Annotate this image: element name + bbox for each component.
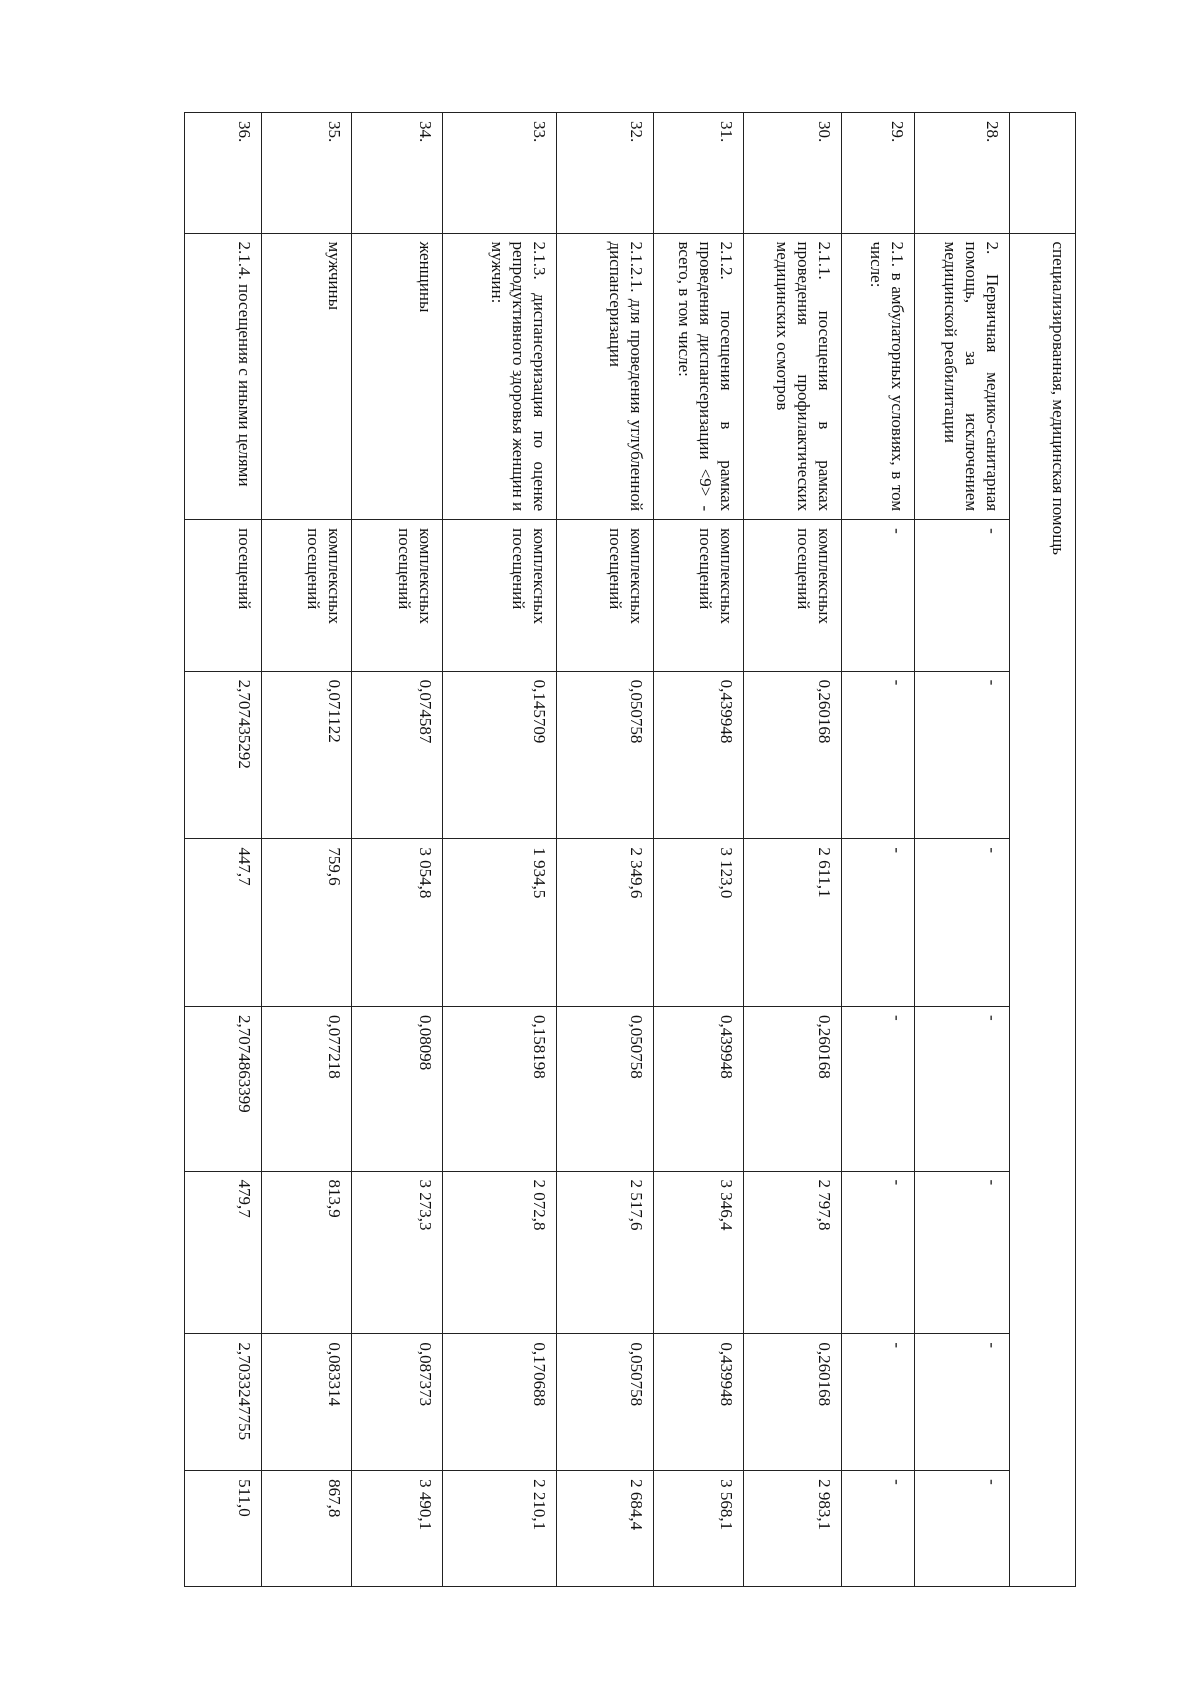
volume-year2-text: - <box>982 1015 1002 1021</box>
cost-year2-cell <box>743 1171 842 1334</box>
table-row <box>185 113 262 1587</box>
row-name-cell <box>743 233 842 520</box>
cost-year2-cell <box>842 1171 915 1334</box>
row-number-text: 30. <box>815 121 835 143</box>
cost-year3-text: 2 210,1 <box>530 1479 550 1531</box>
volume-year2-cell <box>915 1007 1009 1171</box>
unit-text: комплексных посещений <box>509 528 550 624</box>
volume-year3-cell <box>352 1334 443 1471</box>
volume-year3-text: - <box>888 1342 908 1349</box>
cost-year1-text: 1 934,5 <box>530 847 550 899</box>
volume-year2-cell <box>842 1007 915 1171</box>
volume-year2-text: 0,439948 <box>716 1015 736 1079</box>
row-number-cell <box>842 113 915 234</box>
volume-year3-text: 0,087373 <box>416 1342 436 1407</box>
volume-year2-cell <box>653 1007 743 1171</box>
row-number-text: 31. <box>716 121 736 143</box>
table-row-header <box>1009 113 1075 1587</box>
volume-year1-cell <box>842 671 915 839</box>
unit-cell <box>743 520 842 671</box>
table-row <box>262 113 352 1587</box>
cell-empty <box>1009 113 1075 234</box>
row-number-text: 35. <box>325 121 345 143</box>
cost-year2-text: - <box>982 1179 1002 1186</box>
volume-year3-cell <box>443 1334 557 1471</box>
cost-year2-cell <box>653 1171 743 1334</box>
cost-year1-cell <box>915 839 1009 1007</box>
row-name-cell <box>915 233 1009 520</box>
row-name-cell <box>262 233 352 520</box>
cost-year2-text: - <box>888 1179 908 1186</box>
cost-year3-cell <box>915 1471 1009 1587</box>
table-row <box>352 113 443 1587</box>
volume-year2-text: 0,158198 <box>530 1015 550 1079</box>
unit-cell <box>915 520 1009 671</box>
table-row <box>557 113 653 1587</box>
volume-year1-cell <box>557 671 653 839</box>
cost-year3-cell <box>743 1471 842 1587</box>
row-name-cell <box>352 233 443 520</box>
unit-text: посещений <box>235 528 255 610</box>
cost-year1-cell <box>557 839 653 1007</box>
cost-year3-cell <box>443 1471 557 1587</box>
volume-year3-text: 0,050758 <box>626 1342 646 1407</box>
row-number-text: 36. <box>235 121 255 143</box>
volume-year3-cell <box>185 1334 262 1471</box>
section-heading: специализированная, медицинская помощь <box>1049 241 1068 556</box>
row-number-cell <box>185 113 262 234</box>
unit-text: комплексных посещений <box>794 528 835 624</box>
cost-year2-text: 3 346,4 <box>716 1179 736 1231</box>
row-number-text: 34. <box>416 121 436 143</box>
table-row <box>443 113 557 1587</box>
cost-year2-cell <box>915 1171 1009 1334</box>
section-heading-cell <box>1009 233 1075 1587</box>
volume-year2-cell <box>185 1007 262 1171</box>
cost-year1-text: 447,7 <box>235 847 255 886</box>
cost-year1-cell <box>262 839 352 1007</box>
row-number-cell <box>653 113 743 234</box>
volume-year1-text: 0,071122 <box>325 679 345 743</box>
volume-year1-text: 0,439948 <box>716 679 736 744</box>
cost-year1-text: 2 611,1 <box>815 847 835 898</box>
cost-year1-text: - <box>982 847 1002 853</box>
medical-care-standards-table <box>184 112 1076 1587</box>
cost-year1-cell <box>653 839 743 1007</box>
volume-year1-cell <box>743 671 842 839</box>
volume-year2-cell <box>743 1007 842 1171</box>
row-number-text: 28. <box>982 121 1002 143</box>
table-row <box>653 113 743 1587</box>
volume-year3-cell <box>653 1334 743 1471</box>
volume-year1-cell <box>185 671 262 839</box>
volume-year2-cell <box>443 1007 557 1171</box>
volume-year2-cell <box>557 1007 653 1171</box>
table-row <box>915 113 1009 1587</box>
cost-year2-cell <box>185 1171 262 1334</box>
volume-year1-text: 0,260168 <box>815 679 835 744</box>
row-number-text: 32. <box>626 121 646 143</box>
row-number-cell <box>743 113 842 234</box>
volume-year1-text: 0,050758 <box>626 679 646 744</box>
row-number-cell <box>262 113 352 234</box>
cost-year2-text: 2 517,6 <box>626 1179 646 1231</box>
volume-year1-text: 2,707435292 <box>235 679 255 769</box>
row-name-text: 2.1.1. посещения в рамках проведения профилактических медицинских осмотров <box>773 241 835 512</box>
volume-year2-cell <box>262 1007 352 1171</box>
unit-cell <box>185 520 262 671</box>
cost-year2-text: 2 797,8 <box>815 1179 835 1231</box>
cost-year3-cell <box>185 1471 262 1587</box>
row-name-text: 2.1.3. диспансеризация по оценке репродуктивного здоровья женщин и мужчин: <box>488 241 550 512</box>
row-name-text: 2.1.4. посещения с иными целями <box>235 241 255 487</box>
row-number-text: 33. <box>530 121 550 143</box>
row-name-text: женщины <box>416 241 436 313</box>
unit-cell <box>352 520 443 671</box>
unit-cell <box>443 520 557 671</box>
cost-year3-text: 2 684,4 <box>626 1479 646 1531</box>
volume-year2-text: 0,050758 <box>626 1015 646 1079</box>
volume-year1-text: 0,145709 <box>530 679 550 744</box>
volume-year1-text: - <box>888 679 908 686</box>
row-name-text: 2.1.2.1. для проведения углубленной диспансеризации <box>605 241 646 512</box>
volume-year1-text: - <box>982 679 1002 686</box>
unit-text: комплексных посещений <box>395 528 436 624</box>
rotated-table-container <box>184 112 1076 1587</box>
volume-year3-text: 0,170688 <box>530 1342 550 1407</box>
cost-year2-text: 813,9 <box>325 1179 345 1218</box>
volume-year1-cell <box>915 671 1009 839</box>
volume-year3-cell <box>915 1334 1009 1471</box>
cost-year3-text: - <box>888 1479 908 1485</box>
volume-year3-text: 0,083314 <box>325 1342 345 1407</box>
volume-year2-text: 0,08098 <box>416 1015 436 1071</box>
unit-text: - <box>888 528 908 534</box>
cost-year3-text: 2 983,1 <box>815 1479 835 1531</box>
row-name-cell <box>443 233 557 520</box>
volume-year3-cell <box>743 1334 842 1471</box>
cost-year3-cell <box>352 1471 443 1587</box>
row-number-cell <box>915 113 1009 234</box>
volume-year1-cell <box>352 671 443 839</box>
volume-year2-text: 0,077218 <box>325 1015 345 1079</box>
cost-year3-text: 3 568,1 <box>716 1479 736 1531</box>
cost-year3-text: 511,0 <box>235 1479 255 1517</box>
cost-year3-text: 3 490,1 <box>416 1479 436 1531</box>
cost-year3-cell <box>653 1471 743 1587</box>
cost-year1-cell <box>443 839 557 1007</box>
volume-year3-cell <box>262 1334 352 1471</box>
volume-year1-cell <box>443 671 557 839</box>
cost-year3-cell <box>262 1471 352 1587</box>
row-number-text: 29. <box>888 121 908 143</box>
row-name-text: 2.1. в амбулаторных условиях, в том числе: <box>867 241 908 512</box>
volume-year3-text: 0,439948 <box>716 1342 736 1407</box>
row-name-text: мужчины <box>325 241 345 311</box>
row-name-cell <box>842 233 915 520</box>
volume-year1-cell <box>262 671 352 839</box>
table-row <box>842 113 915 1587</box>
volume-year2-text: 2,7074863399 <box>235 1015 255 1113</box>
volume-year3-cell <box>557 1334 653 1471</box>
unit-cell <box>842 520 915 671</box>
volume-year3-text: 2,7033247755 <box>235 1342 255 1441</box>
volume-year3-text: 0,260168 <box>815 1342 835 1407</box>
row-name-text: 2. Первичная медико-санитарная помощь, за исключением медицинской реабилитации <box>940 241 1002 512</box>
cost-year2-text: 2 072,8 <box>530 1179 550 1231</box>
cost-year2-cell <box>443 1171 557 1334</box>
cost-year1-text: 759,6 <box>325 847 345 886</box>
unit-cell <box>653 520 743 671</box>
cost-year2-text: 479,7 <box>235 1179 255 1218</box>
cost-year1-text: 3 054,8 <box>416 847 436 899</box>
volume-year2-text: 0,260168 <box>815 1015 835 1079</box>
volume-year3-cell <box>842 1334 915 1471</box>
cost-year3-cell <box>557 1471 653 1587</box>
unit-cell <box>262 520 352 671</box>
cost-year1-cell <box>842 839 915 1007</box>
row-name-cell <box>557 233 653 520</box>
unit-text: комплексных посещений <box>304 528 345 624</box>
cost-year3-text: - <box>982 1479 1002 1485</box>
volume-year1-text: 0,074587 <box>416 679 436 744</box>
volume-year2-text: - <box>888 1015 908 1021</box>
unit-text: комплексных посещений <box>605 528 646 624</box>
cost-year3-text: 867,8 <box>325 1479 345 1518</box>
row-number-cell <box>557 113 653 234</box>
row-name-cell <box>185 233 262 520</box>
row-number-cell <box>443 113 557 234</box>
cost-year1-text: - <box>888 847 908 853</box>
cost-year1-cell <box>352 839 443 1007</box>
cost-year1-text: 3 123,0 <box>716 847 736 899</box>
cost-year1-cell <box>743 839 842 1007</box>
cost-year1-text: 2 349,6 <box>626 847 646 899</box>
row-name-cell <box>653 233 743 520</box>
cost-year2-cell <box>557 1171 653 1334</box>
cost-year2-cell <box>262 1171 352 1334</box>
row-number-cell <box>352 113 443 234</box>
cost-year3-cell <box>842 1471 915 1587</box>
row-name-text: 2.1.2. посещения в рамках проведения диспансеризации <9> - всего, в том числе: <box>674 241 736 512</box>
cost-year1-cell <box>185 839 262 1007</box>
unit-cell <box>557 520 653 671</box>
volume-year3-text: - <box>982 1342 1002 1349</box>
table-row <box>743 113 842 1587</box>
unit-text: комплексных посещений <box>695 528 736 624</box>
cost-year2-cell <box>352 1171 443 1334</box>
cost-year2-text: 3 273,3 <box>416 1179 436 1231</box>
volume-year2-cell <box>352 1007 443 1171</box>
volume-year1-cell <box>653 671 743 839</box>
unit-text: - <box>982 528 1002 534</box>
